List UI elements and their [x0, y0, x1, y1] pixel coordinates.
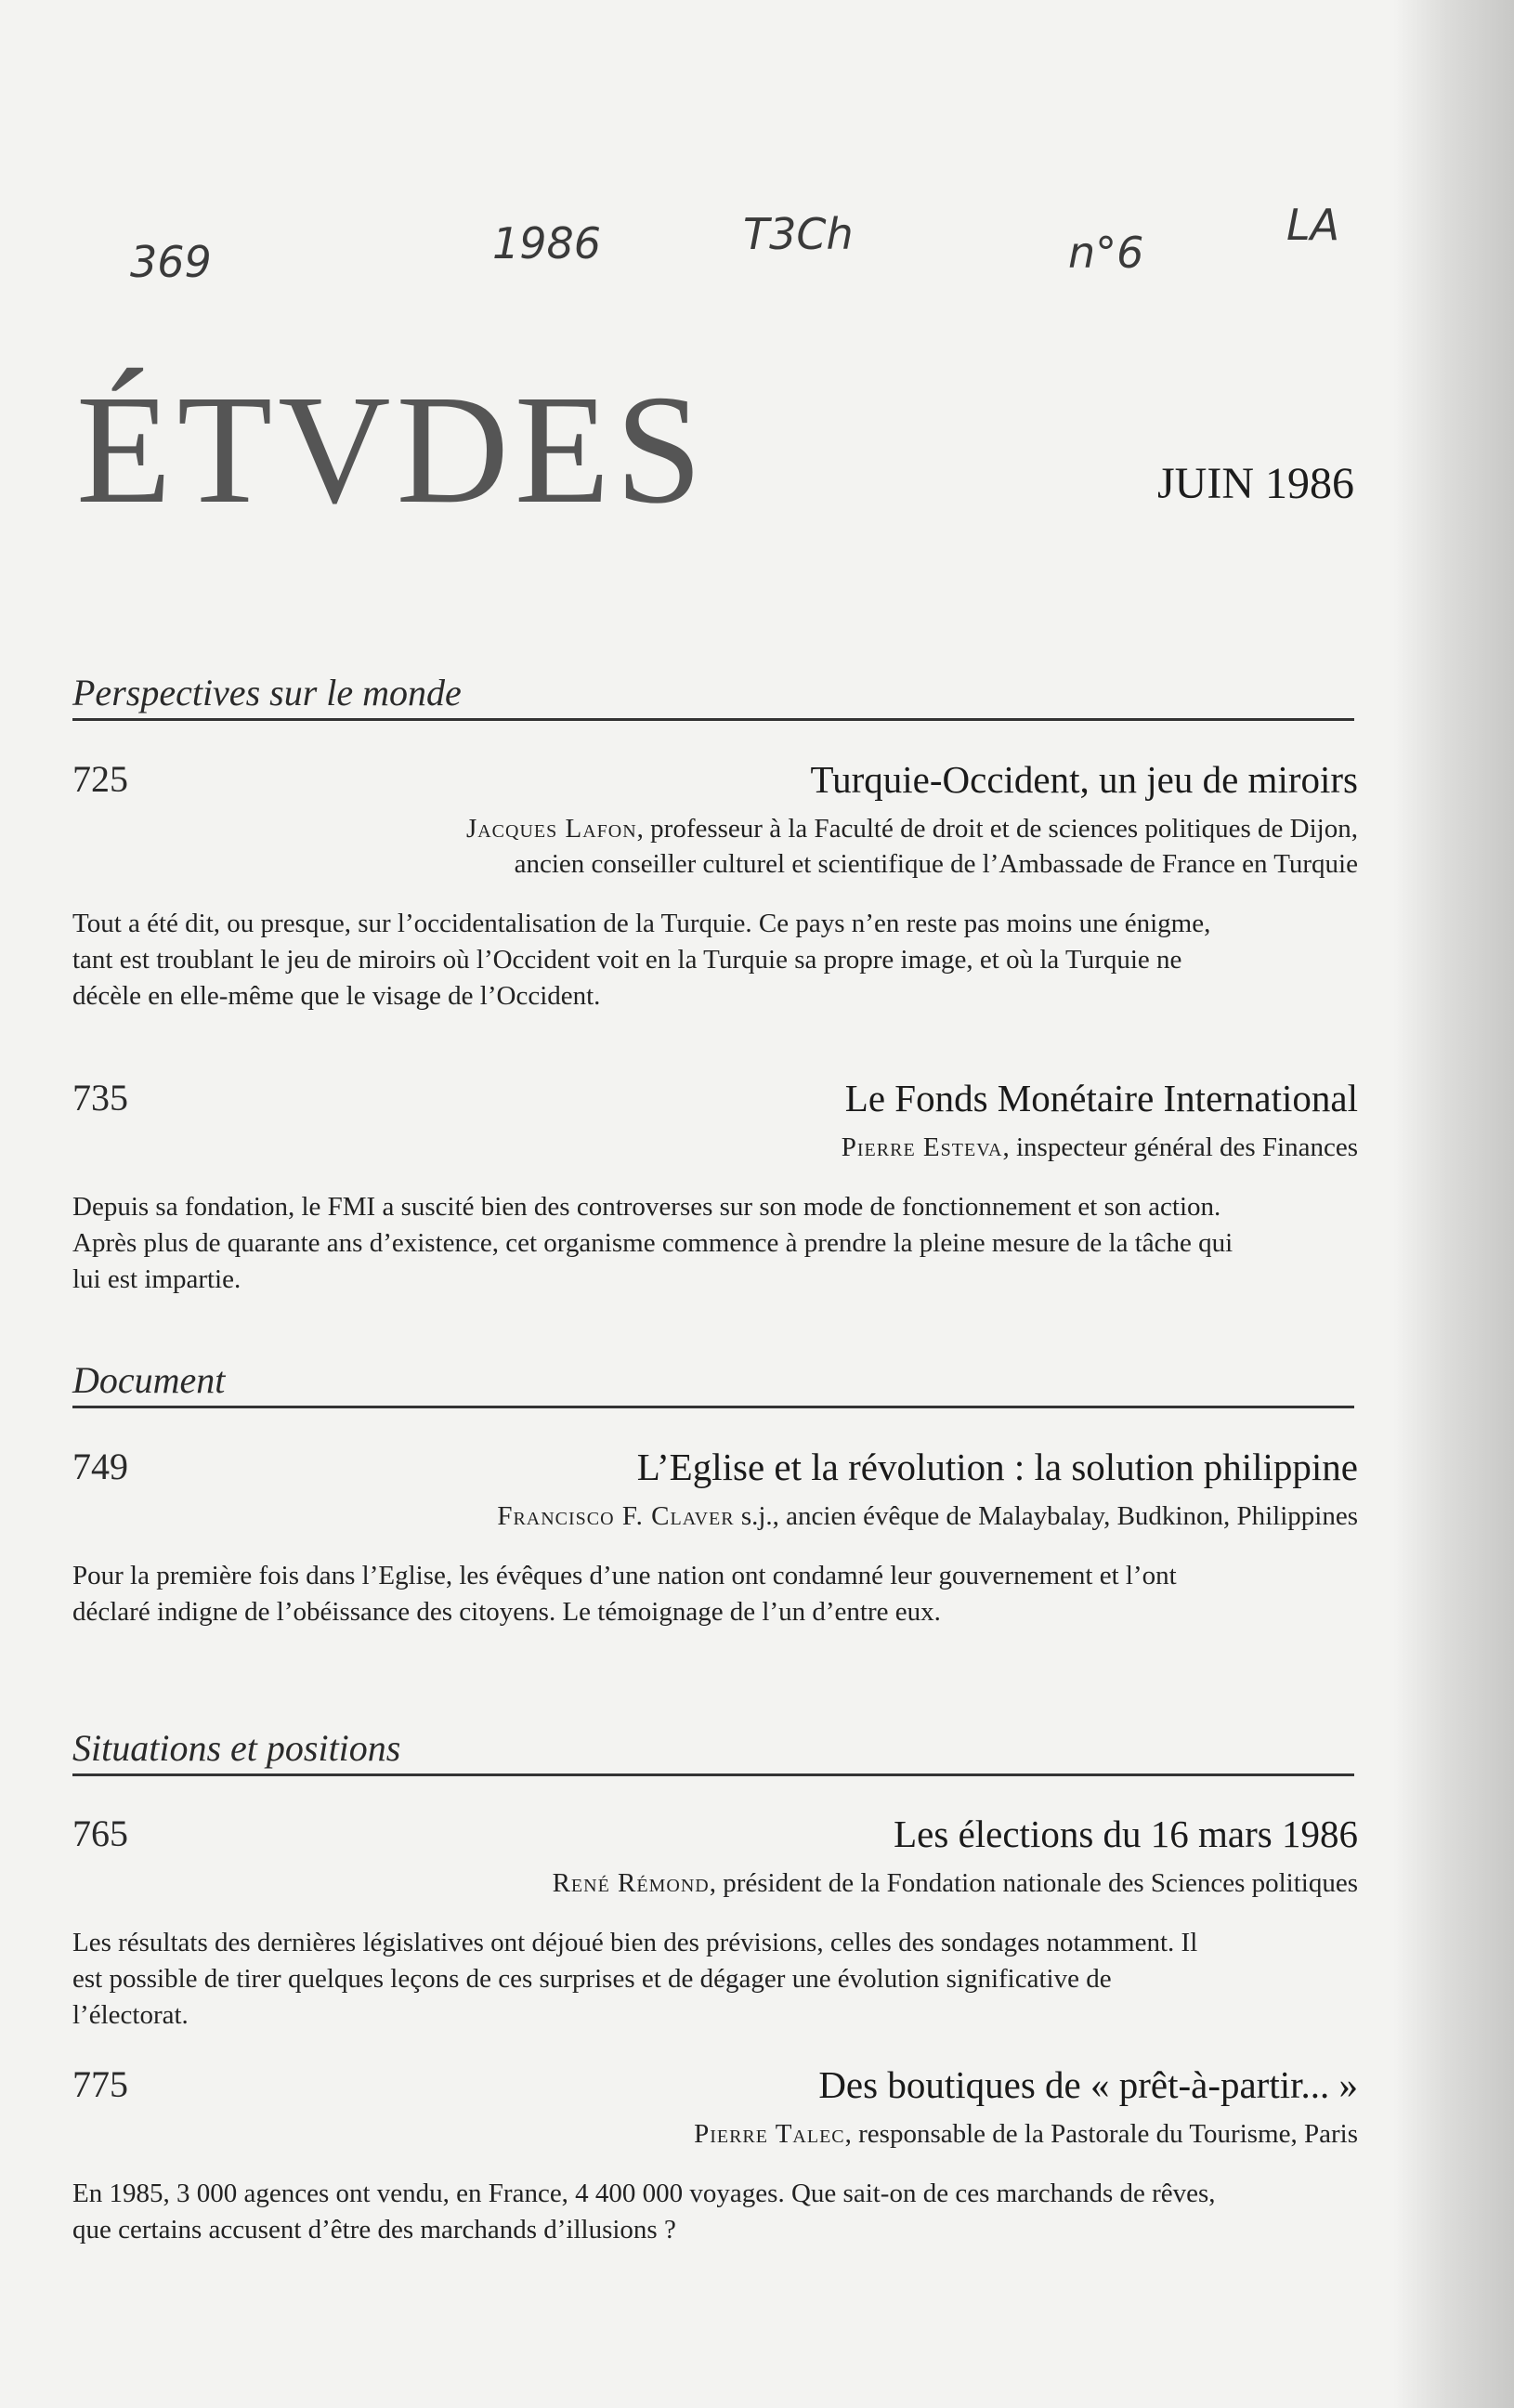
article-abstract: Les résultats des dernières législatives ont déjoué bien des prévisions, celles des sondages notamment. Il est possible de tirer quelques leçons de ces surprises et de dégager une évolution significative de l’électorat.	[72, 1928, 1198, 2030]
article-title: L’Eglise et la révolution : la solution philippine	[636, 1446, 1358, 1488]
handwritten-note: 1986	[492, 218, 602, 268]
article-entry	[72, 2062, 1358, 2248]
section-header: Perspectives sur le monde	[72, 671, 1354, 721]
issue-date: JUIN 1986	[1157, 459, 1354, 508]
author-affiliation: , responsable de la Pastorale du Tourisme, Paris	[844, 2119, 1358, 2149]
page-number: 735	[72, 1077, 128, 1119]
article-byline	[72, 1130, 1358, 1165]
author-affiliation: , président de la Fondation nationale des Sciences politiques	[709, 1868, 1358, 1898]
handwritten-annotations	[0, 200, 1514, 311]
page-number: 775	[72, 2063, 128, 2105]
handwritten-note: LA	[1286, 200, 1340, 250]
article-byline	[72, 1865, 1358, 1901]
article-byline	[72, 1498, 1358, 1534]
handwritten-note: 369	[130, 237, 212, 287]
article-entry	[72, 1812, 1358, 2034]
article-title: Des boutiques de « prêt-à-partir... »	[818, 2063, 1358, 2106]
section-header: Document	[72, 1358, 1354, 1408]
article-abstract: Pour la première fois dans l’Eglise, les évêques d’une nation ont condamné leur gouvernement et l’ont déclaré indigne de l’obéissance des citoyens. Le témoignage de l’un d’entre eux.	[72, 1561, 1177, 1627]
article-title: Le Fonds Monétaire International	[844, 1077, 1358, 1119]
article-byline	[72, 811, 1358, 882]
article-byline	[72, 2116, 1358, 2152]
handwritten-note: n°6	[1068, 228, 1144, 278]
author-affiliation: ancien conseiller culturel et scientifique de l’Ambassade de France en Turquie	[514, 849, 1358, 879]
article-abstract: En 1985, 3 000 agences ont vendu, en France, 4 400 000 voyages. Que sait-on de ces marchands de rêves, que certains accusent d’être des marchands d’illusions ?	[72, 2179, 1216, 2244]
author-name: Francisco F. Claver	[497, 1501, 735, 1531]
article-entry	[72, 757, 1358, 1014]
author-name: René Rémond	[552, 1868, 710, 1898]
article-entry	[72, 1445, 1358, 1630]
journal-masthead: ÉTVDES	[76, 363, 708, 536]
article-title: Les élections du 16 mars 1986	[894, 1813, 1358, 1855]
page-number: 749	[72, 1446, 128, 1487]
page-number: 725	[72, 758, 128, 800]
author-name: Pierre Talec	[694, 2119, 845, 2149]
article-entry	[72, 1076, 1358, 1298]
handwritten-note: T3Ch	[743, 209, 854, 259]
article-title: Turquie-Occident, un jeu de miroirs	[810, 758, 1358, 801]
page-number: 765	[72, 1813, 128, 1854]
article-abstract: Tout a été dit, ou presque, sur l’occidentalisation de la Turquie. Ce pays n’en reste pas moins une énigme, tant est troublant le jeu de miroirs où l’Occident voit en la Turquie sa propre image, et où la Turquie ne décèle en elle-même que le visage de l’Occident.	[72, 909, 1211, 1011]
section-header: Situations et positions	[72, 1726, 1354, 1776]
author-affiliation: , professeur à la Faculté de droit et de sciences politiques de Dijon,	[636, 814, 1358, 844]
author-affiliation: s.j., ancien évêque de Malaybalay, Budkinon, Philippines	[734, 1501, 1358, 1531]
author-name: Jacques Lafon	[465, 814, 637, 844]
article-abstract: Depuis sa fondation, le FMI a suscité bien des controverses sur son mode de fonctionnement et son action. Après plus de quarante ans d’existence, cet organisme commence à prendre la pleine mesure de la tâche qui lui est impartie.	[72, 1192, 1233, 1294]
author-affiliation: , inspecteur général des Finances	[1002, 1132, 1358, 1162]
author-name: Pierre Esteva	[841, 1132, 1003, 1162]
